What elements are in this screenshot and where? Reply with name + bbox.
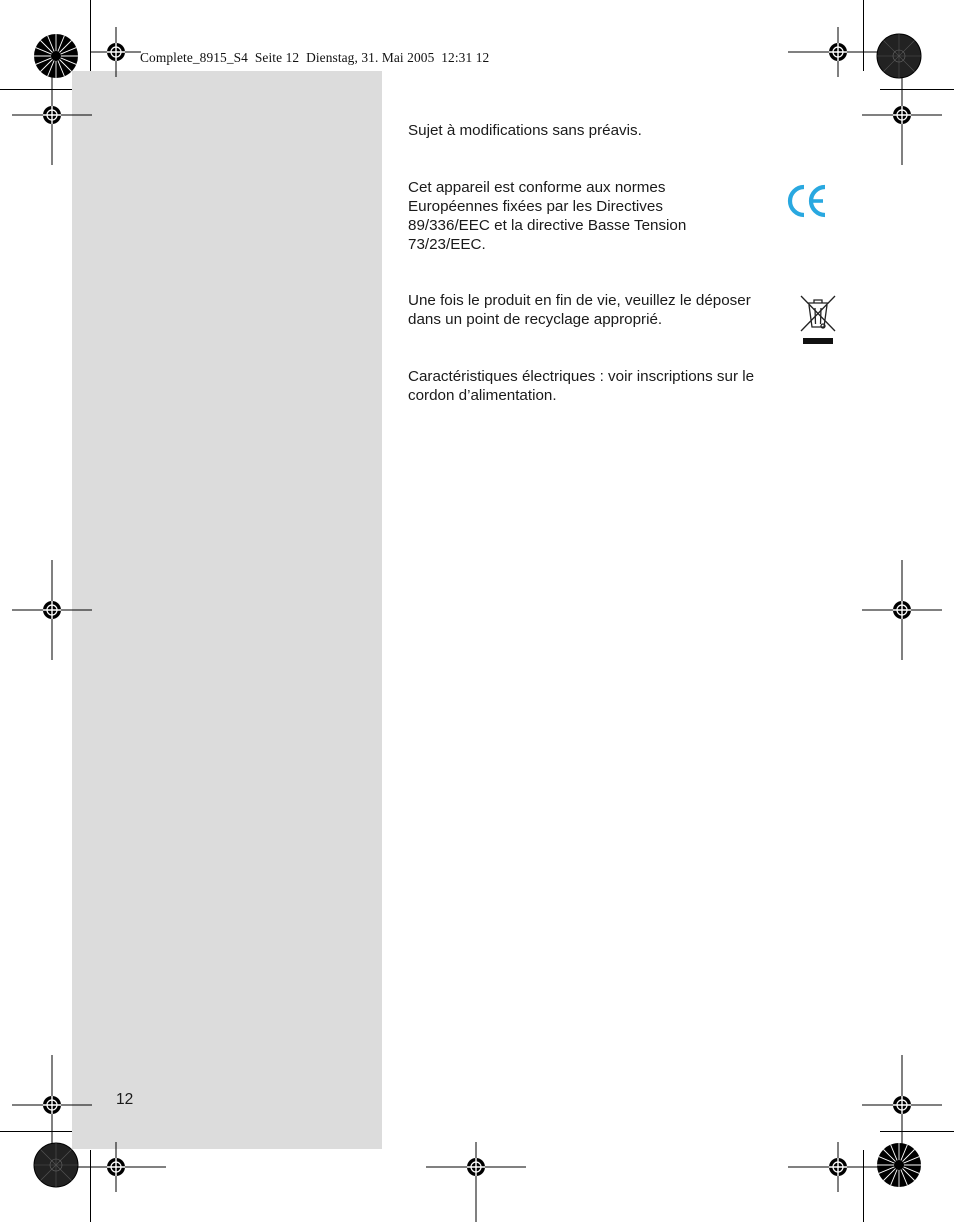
- registration-mark-top-left: [91, 27, 141, 77]
- registration-mark-right-upper: [862, 65, 942, 165]
- disposal-line: Une fois le produit en fin de vie, veuillez le déposer: [408, 292, 751, 309]
- registration-mark-left-middle: [12, 560, 92, 660]
- registration-mark-right-middle: [862, 560, 942, 660]
- notice-paragraph: [408, 121, 642, 140]
- registration-mark-right-lower: [862, 1055, 942, 1155]
- notice-text: Sujet à modifications sans préavis.: [408, 122, 642, 139]
- registration-mark-bottom-right: [788, 1142, 888, 1192]
- crossed-out-bin-icon: [799, 293, 837, 347]
- conformity-line: 89/336/EEC et la directive Basse Tension: [408, 217, 687, 234]
- conformity-line: 73/23/EEC.: [408, 236, 486, 253]
- disposal-paragraph: [408, 291, 751, 329]
- page-number: 12: [116, 1091, 134, 1108]
- electrical-line: Caractéristiques électriques : voir inscriptions sur le: [408, 368, 755, 385]
- starburst-target-top-left: [33, 33, 79, 79]
- registration-mark-bottom-center: [426, 1142, 526, 1222]
- electrical-line: cordon d’alimentation.: [408, 387, 557, 404]
- registration-mark-left-upper: [12, 65, 92, 165]
- registration-mark-bottom-left: [66, 1142, 166, 1192]
- starburst-target-bottom-left: [33, 1142, 79, 1188]
- conformity-line: Européennes fixées par les Directives: [408, 198, 663, 215]
- electrical-paragraph: [408, 367, 754, 405]
- ce-mark-icon: [786, 182, 828, 220]
- disposal-line: dans un point de recyclage approprié.: [408, 311, 663, 328]
- conformity-line: Cet appareil est conforme aux normes: [408, 179, 666, 196]
- starburst-target-top-right: [876, 33, 922, 79]
- gray-side-panel: [72, 71, 382, 1149]
- conformity-paragraph: [408, 178, 686, 254]
- registration-mark-left-lower: [12, 1055, 92, 1155]
- starburst-target-bottom-right: [876, 1142, 922, 1188]
- print-header: Complete_8915_S4 Seite 12 Dienstag, 31. Mai 2005 12:31 12: [140, 50, 490, 65]
